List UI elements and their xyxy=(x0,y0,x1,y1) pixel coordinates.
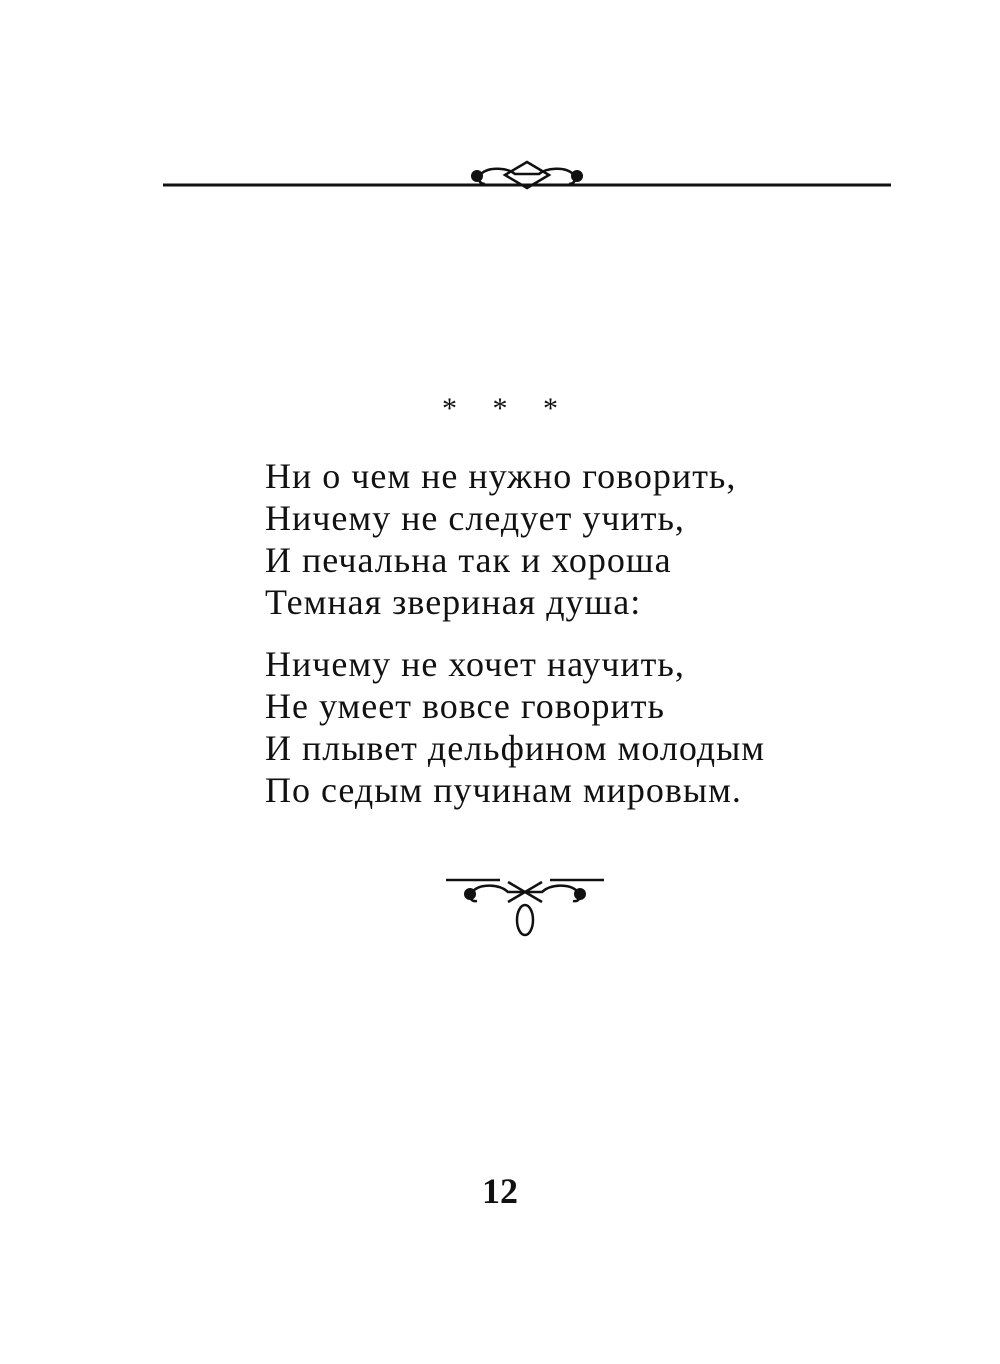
poem-line: Не умеет вовсе говорить xyxy=(265,686,665,726)
section-marker: * * * xyxy=(442,392,572,425)
poem-line: По седым пучинам мировым. xyxy=(265,770,742,810)
poem-line: Ни о чем не нужно говорить, xyxy=(265,456,737,496)
poem-line: Ничему не следует учить, xyxy=(265,498,685,538)
poem-line: Темная звериная душа: xyxy=(265,582,642,622)
poem xyxy=(265,455,905,831)
header-flourish-divider-icon xyxy=(163,150,891,200)
poem-line: И плывет дельфином молодым xyxy=(265,728,766,768)
footer-flourish-tailpiece-icon xyxy=(440,868,610,940)
page-number: 12 xyxy=(482,1171,518,1211)
stanza xyxy=(265,455,905,623)
poem-line: Ничему не хочет научить, xyxy=(265,644,685,684)
poem-line: И печальна так и хороша xyxy=(265,540,672,580)
stanza xyxy=(265,643,905,811)
